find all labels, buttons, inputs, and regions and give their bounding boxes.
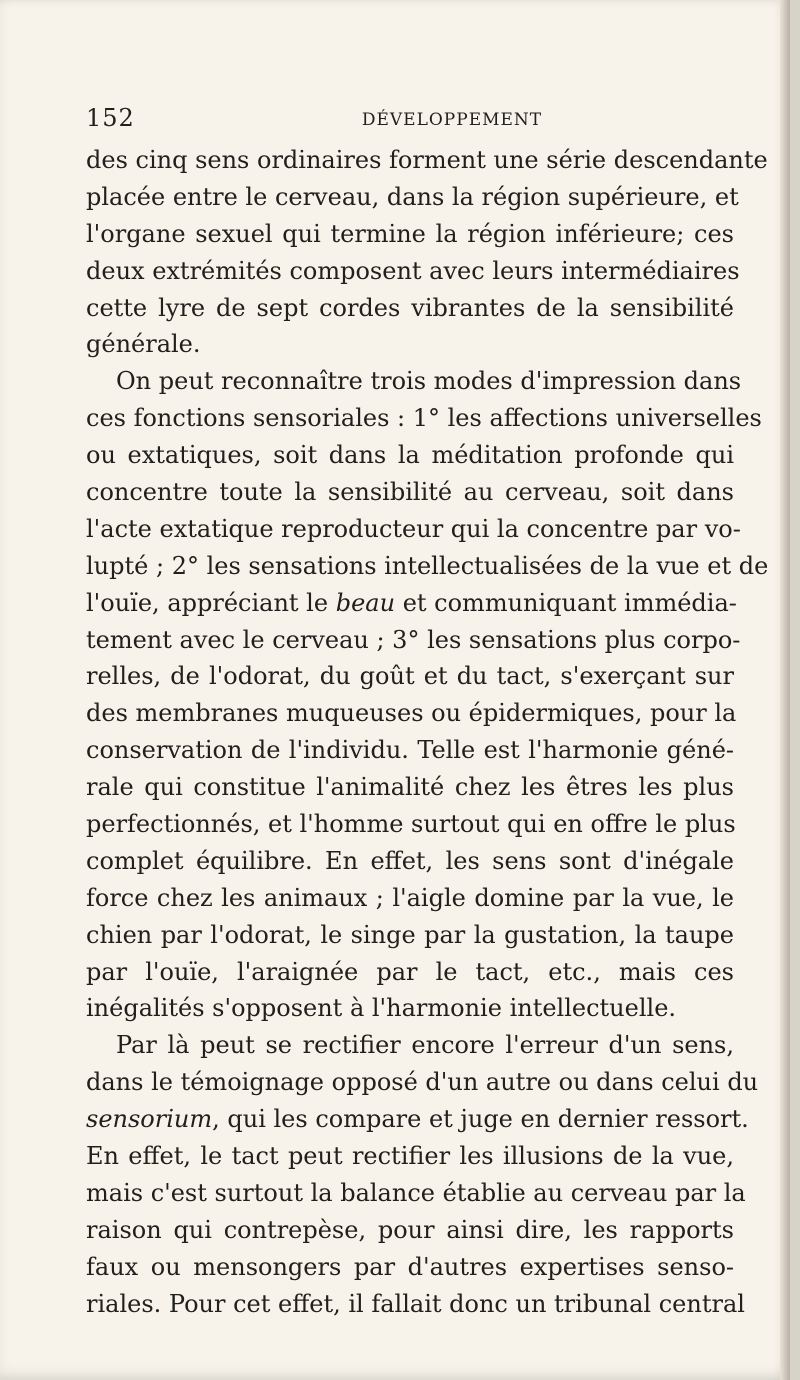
text-line: Par là peut se rectifier encore l'erreur d'un sens, xyxy=(116,1031,734,1060)
text-line: l'acte extatique reproducteur qui la concentre par vo- xyxy=(86,514,741,543)
text-line: conservation de l'individu. Telle est l'harmonie géné- xyxy=(86,736,734,765)
text-fragment: l'ouïe, appréciant le xyxy=(86,588,329,617)
page-edge-shadow xyxy=(780,0,790,1380)
running-title: DÉVELOPPEMENT xyxy=(361,110,543,130)
text-fragment: , qui les compare et juge en dernier ressort. xyxy=(212,1105,749,1134)
text-line: générale. xyxy=(86,330,201,359)
text-line: inégalités s'opposent à l'harmonie intellectuelle. xyxy=(86,994,677,1023)
text-line: par l'ouïe, l'araignée par le tact, etc., mais ces xyxy=(86,957,734,986)
text-line: lupté ; 2° les sensations intellectualisées de la vue et de xyxy=(86,551,769,580)
text-line: cette lyre de sept cordes vibrantes de la sensibilité xyxy=(86,293,734,322)
text-line: dans le témoignage opposé d'un autre ou dans celui du xyxy=(86,1068,759,1097)
page-number: 152 xyxy=(86,104,135,132)
text-line: chien par l'odorat, le singe par la gustation, la taupe xyxy=(86,920,734,949)
text-line: force chez les animaux ; l'aigle domine par la vue, le xyxy=(86,883,734,912)
text-line: deux extrémités composent avec leurs intermédiaires xyxy=(86,256,740,285)
page-header xyxy=(86,101,734,139)
text-line: mais c'est surtout la balance établie au cerveau par la xyxy=(86,1178,746,1207)
text-fragment: et communiquant immédia- xyxy=(402,588,737,617)
text-line: tement avec le cerveau ; 3° les sensations plus corpo- xyxy=(86,625,741,654)
text-line: En effet, le tact peut rectifier les illusions de la vue, xyxy=(86,1142,734,1171)
text-line: rale qui constitue l'animalité chez les êtres les plus xyxy=(86,773,734,802)
text-line: des membranes muqueuses ou épidermiques, pour la xyxy=(86,699,737,728)
text-line-with-italic xyxy=(86,585,737,622)
body-text xyxy=(86,142,769,1323)
text-line: ou extatiques, soit dans la méditation profonde qui xyxy=(86,441,734,470)
text-line: riales. Pour cet effet, il fallait donc un tribunal central xyxy=(86,1289,745,1318)
text-line: relles, de l'odorat, du goût et du tact, s'exerçant sur xyxy=(86,662,734,691)
text-line: faux ou mensongers par d'autres expertises senso- xyxy=(86,1252,734,1281)
text-line: raison qui contrepèse, pour ainsi dire, les rapports xyxy=(86,1215,734,1244)
text-line-with-italic xyxy=(86,1101,749,1138)
text-line: l'organe sexuel qui termine la région inférieure; ces xyxy=(86,219,734,248)
text-line: des cinq sens ordinaires forment une série descendante xyxy=(86,146,768,174)
text-line: ces fonctions sensoriales : 1° les affections universelles xyxy=(86,404,762,433)
text-line: On peut reconnaître trois modes d'impression dans xyxy=(116,367,742,396)
text-line: concentre toute la sensibilité au cerveau, soit dans xyxy=(86,478,734,507)
italic-word: sensorium xyxy=(86,1105,213,1134)
text-line: perfectionnés, et l'homme surtout qui en offre le plus xyxy=(86,810,736,839)
text-line: placée entre le cerveau, dans la région supérieure, et xyxy=(86,182,739,211)
text-line: complet équilibre. En effet, les sens sont d'inégale xyxy=(86,846,734,875)
italic-word: beau xyxy=(335,588,396,617)
